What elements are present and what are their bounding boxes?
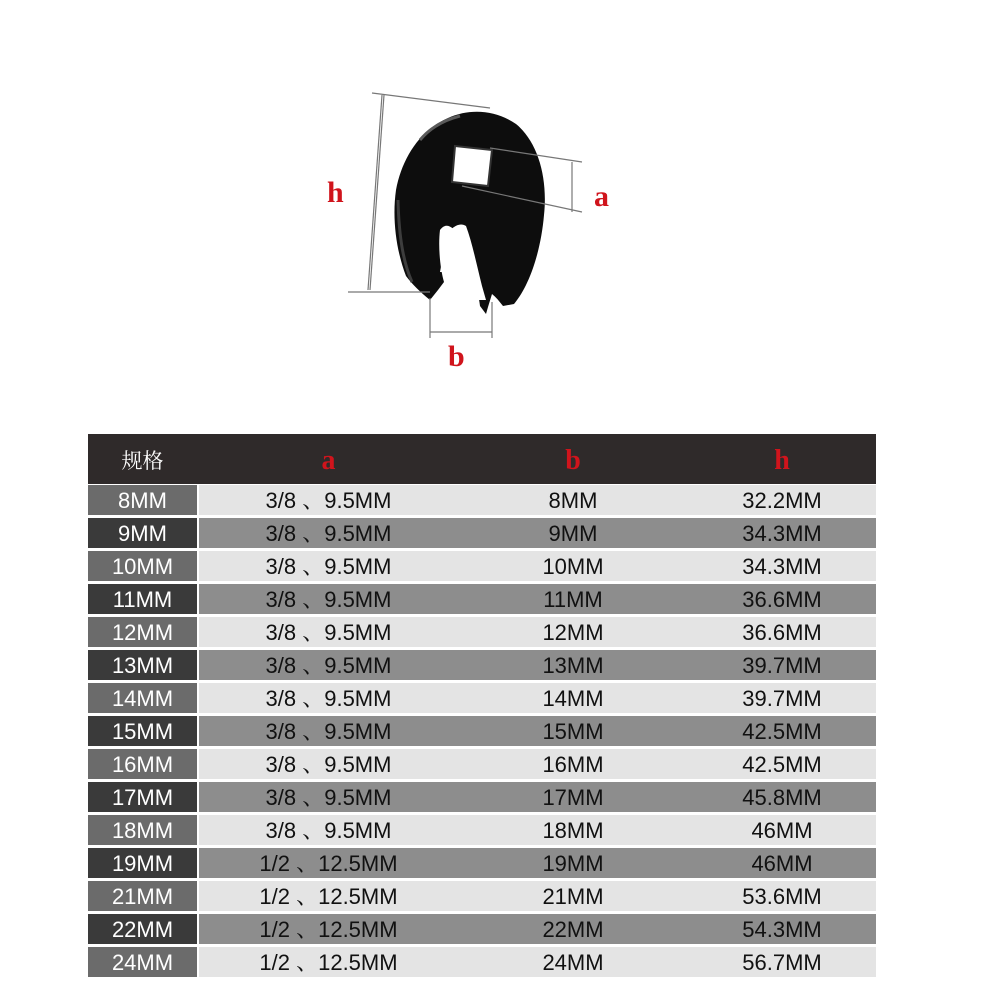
- table-row: [88, 716, 876, 749]
- cell-b: 10MM: [458, 551, 688, 581]
- cell-b: 17MM: [458, 782, 688, 812]
- cell-a: 3/8 、9.5MM: [199, 782, 458, 812]
- cell-h: 42.5MM: [688, 749, 876, 779]
- cell-spec: 14MM: [88, 683, 197, 713]
- size-spec-table: [88, 434, 876, 1001]
- cell-a: 3/8 、9.5MM: [199, 650, 458, 680]
- cell-b: 19MM: [458, 848, 688, 878]
- cell-h: 54.3MM: [688, 914, 876, 944]
- table-row: [88, 881, 876, 914]
- table-row: [88, 518, 876, 551]
- cell-h: 39.7MM: [688, 683, 876, 713]
- table-header-row: [88, 434, 876, 484]
- cell-spec: 24MM: [88, 947, 197, 977]
- cell-b: 11MM: [458, 584, 688, 614]
- cell-h: 45.8MM: [688, 782, 876, 812]
- cell-spec: 12MM: [88, 617, 197, 647]
- dimension-label-a: a: [594, 180, 609, 213]
- table-row: [88, 683, 876, 716]
- header-a: a: [321, 445, 336, 476]
- table-row: [88, 914, 876, 947]
- cell-spec: 11MM: [88, 584, 197, 614]
- cell-a: 3/8 、9.5MM: [199, 518, 458, 548]
- dimension-label-h: h: [327, 176, 344, 209]
- cell-b: 24MM: [458, 947, 688, 977]
- cell-a: 1/2 、12.5MM: [199, 914, 458, 944]
- header-b: b: [565, 445, 581, 476]
- cell-b: 9MM: [458, 518, 688, 548]
- cell-b: 8MM: [458, 485, 688, 515]
- table-row: [88, 584, 876, 617]
- dimension-label-b: b: [448, 340, 465, 373]
- wrench-body: [394, 112, 544, 314]
- cell-b: 18MM: [458, 815, 688, 845]
- cell-spec: 15MM: [88, 716, 197, 746]
- table-row: [88, 947, 876, 980]
- cell-h: 42.5MM: [688, 716, 876, 746]
- cell-spec: 17MM: [88, 782, 197, 812]
- crowfoot-wrench-illustration: [0, 0, 1001, 400]
- table-row: [88, 617, 876, 650]
- cell-spec: 9MM: [88, 518, 197, 548]
- cell-b: 21MM: [458, 881, 688, 911]
- cell-spec: 8MM: [88, 485, 197, 515]
- header-h: h: [774, 445, 790, 476]
- cell-spec: 22MM: [88, 914, 197, 944]
- cell-b: 16MM: [458, 749, 688, 779]
- cell-h: 53.6MM: [688, 881, 876, 911]
- cell-spec: 18MM: [88, 815, 197, 845]
- cell-h: 32.2MM: [688, 485, 876, 515]
- cell-b: 14MM: [458, 683, 688, 713]
- table-body: [88, 485, 876, 980]
- cell-b: 22MM: [458, 914, 688, 944]
- table-row: [88, 551, 876, 584]
- cell-a: 3/8 、9.5MM: [199, 749, 458, 779]
- cell-h: 56.7MM: [688, 947, 876, 977]
- cell-h: 36.6MM: [688, 584, 876, 614]
- cell-h: 34.3MM: [688, 551, 876, 581]
- cell-h: 34.3MM: [688, 518, 876, 548]
- cell-h: 46MM: [688, 815, 876, 845]
- cell-a: 1/2 、12.5MM: [199, 881, 458, 911]
- cell-h: 46MM: [688, 848, 876, 878]
- cell-a: 3/8 、9.5MM: [199, 683, 458, 713]
- cell-b: 15MM: [458, 716, 688, 746]
- header-spec: 规格: [121, 450, 164, 473]
- cell-spec: 19MM: [88, 848, 197, 878]
- cell-spec: 16MM: [88, 749, 197, 779]
- cell-a: 3/8 、9.5MM: [199, 551, 458, 581]
- cell-a: 1/2 、12.5MM: [199, 848, 458, 878]
- table-row: [88, 485, 876, 518]
- cell-a: 3/8 、9.5MM: [199, 815, 458, 845]
- cell-a: 3/8 、9.5MM: [199, 584, 458, 614]
- table-row: [88, 749, 876, 782]
- wrench-dimension-diagram: [0, 0, 1001, 400]
- cell-a: 1/2 、12.5MM: [199, 947, 458, 977]
- table-row: [88, 650, 876, 683]
- cell-b: 13MM: [458, 650, 688, 680]
- cell-a: 3/8 、9.5MM: [199, 617, 458, 647]
- cell-spec: 10MM: [88, 551, 197, 581]
- cell-a: 3/8 、9.5MM: [199, 485, 458, 515]
- cell-spec: 21MM: [88, 881, 197, 911]
- cell-a: 3/8 、9.5MM: [199, 716, 458, 746]
- table-row: [88, 782, 876, 815]
- cell-spec: 13MM: [88, 650, 197, 680]
- square-drive-hole: [452, 146, 492, 186]
- cell-h: 36.6MM: [688, 617, 876, 647]
- table-row: [88, 848, 876, 881]
- cell-h: 39.7MM: [688, 650, 876, 680]
- table-row: [88, 815, 876, 848]
- cell-b: 12MM: [458, 617, 688, 647]
